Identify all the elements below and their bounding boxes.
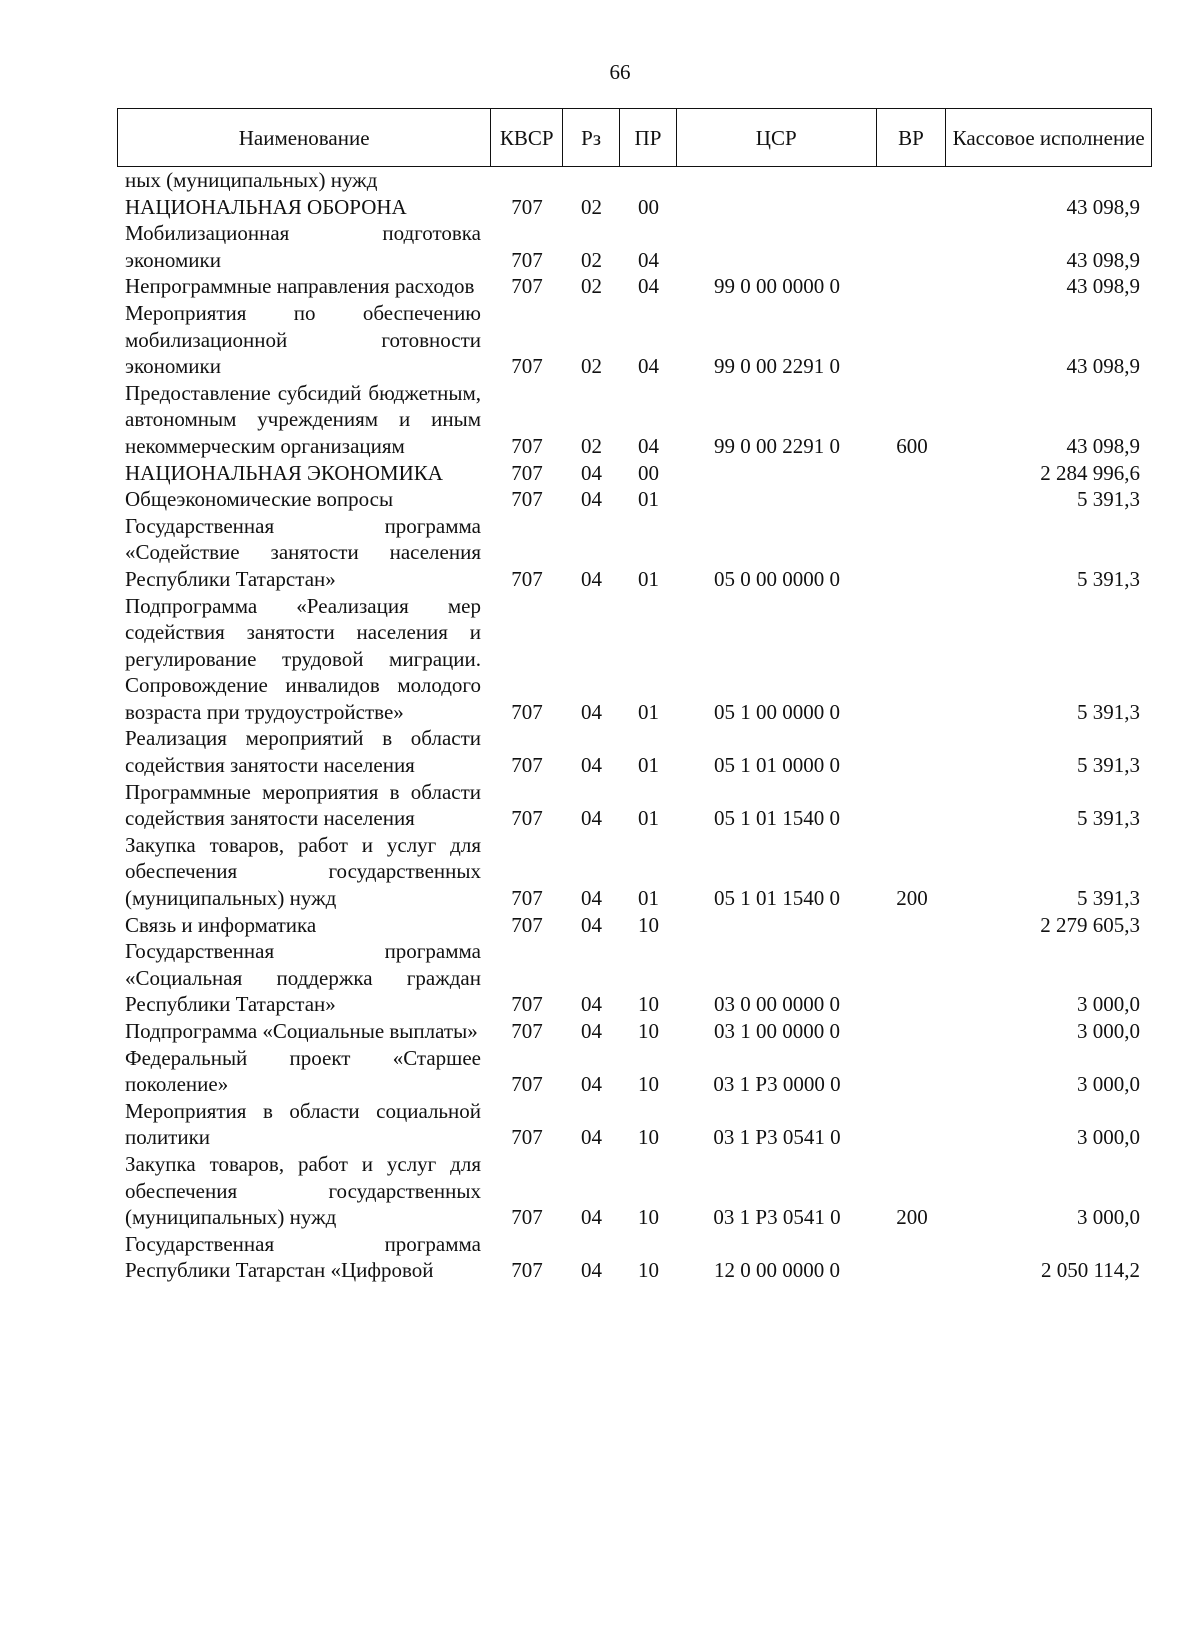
header-sum: Кассовое исполнение [952, 125, 1145, 150]
cell-name: Мероприятия по обеспечению мобилизационной готовности экономики [125, 300, 481, 379]
header-name: Наименование [118, 109, 491, 166]
cell-name: Общеэкономические вопросы [125, 487, 394, 512]
cell-pr: 01 [638, 806, 659, 831]
cell-rz: 02 [581, 354, 602, 379]
cell-rz: 02 [581, 274, 602, 299]
table-row [117, 486, 1152, 513]
table-row [117, 194, 1152, 221]
cell-rz: 04 [581, 460, 602, 485]
cell-pr: 10 [638, 1205, 659, 1230]
cell-kvsr: 707 [511, 1258, 543, 1283]
table-row [117, 938, 1152, 1018]
cell-sum: 2 279 605,3 [1040, 912, 1140, 937]
cell-csr: 12 0 00 0000 0 [714, 1258, 840, 1283]
cell-kvsr: 707 [511, 460, 543, 485]
table-row [117, 832, 1152, 912]
cell-rz: 04 [581, 487, 602, 512]
cell-rz: 02 [581, 433, 602, 458]
table-row [117, 725, 1152, 778]
cell-kvsr: 707 [511, 1072, 543, 1097]
cell-sum: 3 000,0 [1077, 992, 1140, 1017]
cell-sum: 43 098,9 [1066, 433, 1140, 458]
cell-kvsr: 707 [511, 886, 543, 911]
table-row [117, 513, 1152, 593]
header-csr: ЦСР [677, 109, 877, 166]
cell-kvsr: 707 [511, 194, 543, 219]
cell-name: Подпрограмма «Реализация мер содействия занятости населения и регулирование трудовой миграции. Сопровождение инвалидов молодого возраста при трудоустройстве» [125, 593, 481, 724]
cell-sum: 3 000,0 [1077, 1125, 1140, 1150]
cell-sum: 3 000,0 [1077, 1019, 1140, 1043]
cell-kvsr: 707 [511, 699, 543, 724]
cell-csr: 03 1 P3 0541 0 [713, 1205, 841, 1230]
cell-name: НАЦИОНАЛЬНАЯ ОБОРОНА [125, 194, 407, 219]
cell-vr: 600 [896, 433, 928, 458]
cell-kvsr: 707 [511, 566, 543, 591]
cell-pr: 10 [638, 1125, 659, 1150]
cell-pr: 10 [638, 912, 659, 937]
cell-csr: 05 1 01 0000 0 [714, 753, 840, 778]
cell-pr: 01 [638, 753, 659, 778]
cell-sum: 2 050 114,2 [1041, 1258, 1140, 1283]
cell-pr: 04 [638, 274, 659, 299]
cell-rz: 04 [581, 699, 602, 724]
table-row [117, 1151, 1152, 1231]
cell-csr: 03 1 P3 0541 0 [713, 1125, 841, 1150]
cell-pr: 04 [638, 247, 659, 272]
cell-rz: 02 [581, 247, 602, 272]
cell-sum: 5 391,3 [1077, 753, 1140, 778]
cell-csr: 99 0 00 2291 0 [714, 354, 840, 379]
header-vr: ВР [877, 109, 947, 166]
cell-pr: 01 [638, 699, 659, 724]
cell-name: Закупка товаров, работ и услуг для обеспечения государственных (муниципальных) нужд [125, 1151, 481, 1230]
cell-name: Предоставление субсидий бюджетным, автономным учреждениям и иным некоммерческим организациям [125, 380, 481, 458]
cell-sum: 43 098,9 [1066, 354, 1140, 379]
cell-vr: 200 [896, 886, 928, 911]
table-row [117, 300, 1152, 380]
table-row [117, 1098, 1152, 1151]
cell-pr: 00 [638, 460, 659, 485]
cell-sum: 5 391,3 [1077, 886, 1140, 911]
cell-kvsr: 707 [511, 433, 543, 458]
cell-pr: 00 [638, 194, 659, 219]
cell-csr: 03 0 00 0000 0 [714, 992, 840, 1017]
cell-csr: 99 0 00 2291 0 [714, 433, 840, 458]
cell-rz: 04 [581, 1072, 602, 1097]
cell-sum: 43 098,9 [1066, 274, 1140, 299]
cell-name: НАЦИОНАЛЬНАЯ ЭКОНОМИКА [125, 460, 443, 485]
cell-rz: 04 [581, 912, 602, 937]
cell-sum: 5 391,3 [1077, 566, 1140, 591]
cell-kvsr: 707 [511, 354, 543, 379]
cell-sum: 3 000,0 [1077, 1205, 1140, 1230]
cell-pr: 01 [638, 487, 659, 512]
table-row [117, 1231, 1152, 1284]
cell-sum: 3 000,0 [1077, 1072, 1140, 1097]
header-rz: Рз [563, 109, 620, 166]
cell-kvsr: 707 [511, 247, 543, 272]
cell-sum: 43 098,9 [1066, 194, 1140, 219]
cell-sum: 2 284 996,6 [1040, 460, 1140, 485]
cell-pr: 10 [638, 992, 659, 1017]
cell-csr: 03 1 00 0000 0 [714, 1019, 840, 1043]
cell-sum: 5 391,3 [1077, 806, 1140, 831]
table-row [117, 779, 1152, 832]
header-kvsr: КВСР [491, 109, 563, 166]
cell-name: Государственная программа Республики Татарстан «Цифровой [125, 1231, 481, 1283]
cell-name: Непрограммные направления расходов [125, 274, 475, 299]
cell-kvsr: 707 [511, 753, 543, 778]
cell-name: Мобилизационная подготовка экономики [125, 221, 481, 272]
cell-name: Подпрограмма «Социальные выплаты» [125, 1019, 478, 1043]
table-row [117, 912, 1152, 939]
cell-rz: 04 [581, 1258, 602, 1283]
cell-rz: 02 [581, 194, 602, 219]
cell-name: Программные мероприятия в области содействия занятости населения [125, 779, 481, 831]
cell-rz: 04 [581, 1205, 602, 1230]
cell-sum: 43 098,9 [1066, 247, 1140, 272]
header-pr: ПР [620, 109, 677, 166]
table-row [117, 593, 1152, 726]
cell-pr: 04 [638, 433, 659, 458]
cell-rz: 04 [581, 1019, 602, 1043]
cell-csr: 05 1 01 1540 0 [714, 886, 840, 911]
cell-name: Закупка товаров, работ и услуг для обеспечения государственных (муниципальных) нужд [125, 832, 481, 911]
cell-name: Федеральный проект «Старшее поколение» [125, 1045, 481, 1097]
cell-csr: 05 0 00 0000 0 [714, 566, 840, 591]
cell-name: Реализация мероприятий в области содействия занятости населения [125, 726, 481, 778]
cell-kvsr: 707 [511, 992, 543, 1017]
table-header [117, 108, 1152, 167]
cell-kvsr: 707 [511, 912, 543, 937]
cell-sum: 5 391,3 [1077, 487, 1140, 512]
table-row [117, 380, 1152, 460]
cell-csr: 05 1 00 0000 0 [714, 699, 840, 724]
cell-rz: 04 [581, 806, 602, 831]
cell-name: Государственная программа «Социальная поддержка граждан Республики Татарстан» [125, 939, 481, 1017]
table-row [117, 460, 1152, 487]
cell-csr: 05 1 01 1540 0 [714, 806, 840, 831]
table-row [117, 220, 1152, 273]
cell-kvsr: 707 [511, 1205, 543, 1230]
cell-csr: 03 1 P3 0000 0 [713, 1072, 841, 1097]
cell-kvsr: 707 [511, 806, 543, 831]
cell-rz: 04 [581, 566, 602, 591]
cell-pr: 10 [638, 1072, 659, 1097]
cell-pr: 01 [638, 886, 659, 911]
cell-name: Мероприятия в области социальной политики [125, 1098, 481, 1150]
cell-rz: 04 [581, 886, 602, 911]
cell-rz: 04 [581, 1125, 602, 1150]
cell-name: Государственная программа «Содействие занятости населения Республики Татарстан» [125, 513, 481, 591]
table-row [117, 1045, 1152, 1098]
cell-csr: 99 0 00 0000 0 [714, 274, 840, 299]
cell-kvsr: 707 [511, 1019, 543, 1043]
cell-pr: 10 [638, 1019, 659, 1043]
table-row [117, 1018, 1152, 1045]
cell-kvsr: 707 [511, 487, 543, 512]
cell-pr: 10 [638, 1258, 659, 1283]
cell-name: ных (муниципальных) нужд [125, 168, 378, 192]
table-row [117, 273, 1152, 300]
page-number: 66 [609, 60, 631, 84]
cell-vr: 200 [896, 1205, 928, 1230]
cell-kvsr: 707 [511, 1125, 543, 1150]
cell-pr: 04 [638, 354, 659, 379]
cell-pr: 01 [638, 566, 659, 591]
cell-name: Связь и информатика [125, 912, 317, 937]
cell-rz: 04 [581, 753, 602, 778]
cell-rz: 04 [581, 992, 602, 1017]
cell-kvsr: 707 [511, 274, 543, 299]
table-row [117, 167, 1152, 194]
table-body [117, 167, 1152, 1284]
cell-sum: 5 391,3 [1077, 699, 1140, 724]
